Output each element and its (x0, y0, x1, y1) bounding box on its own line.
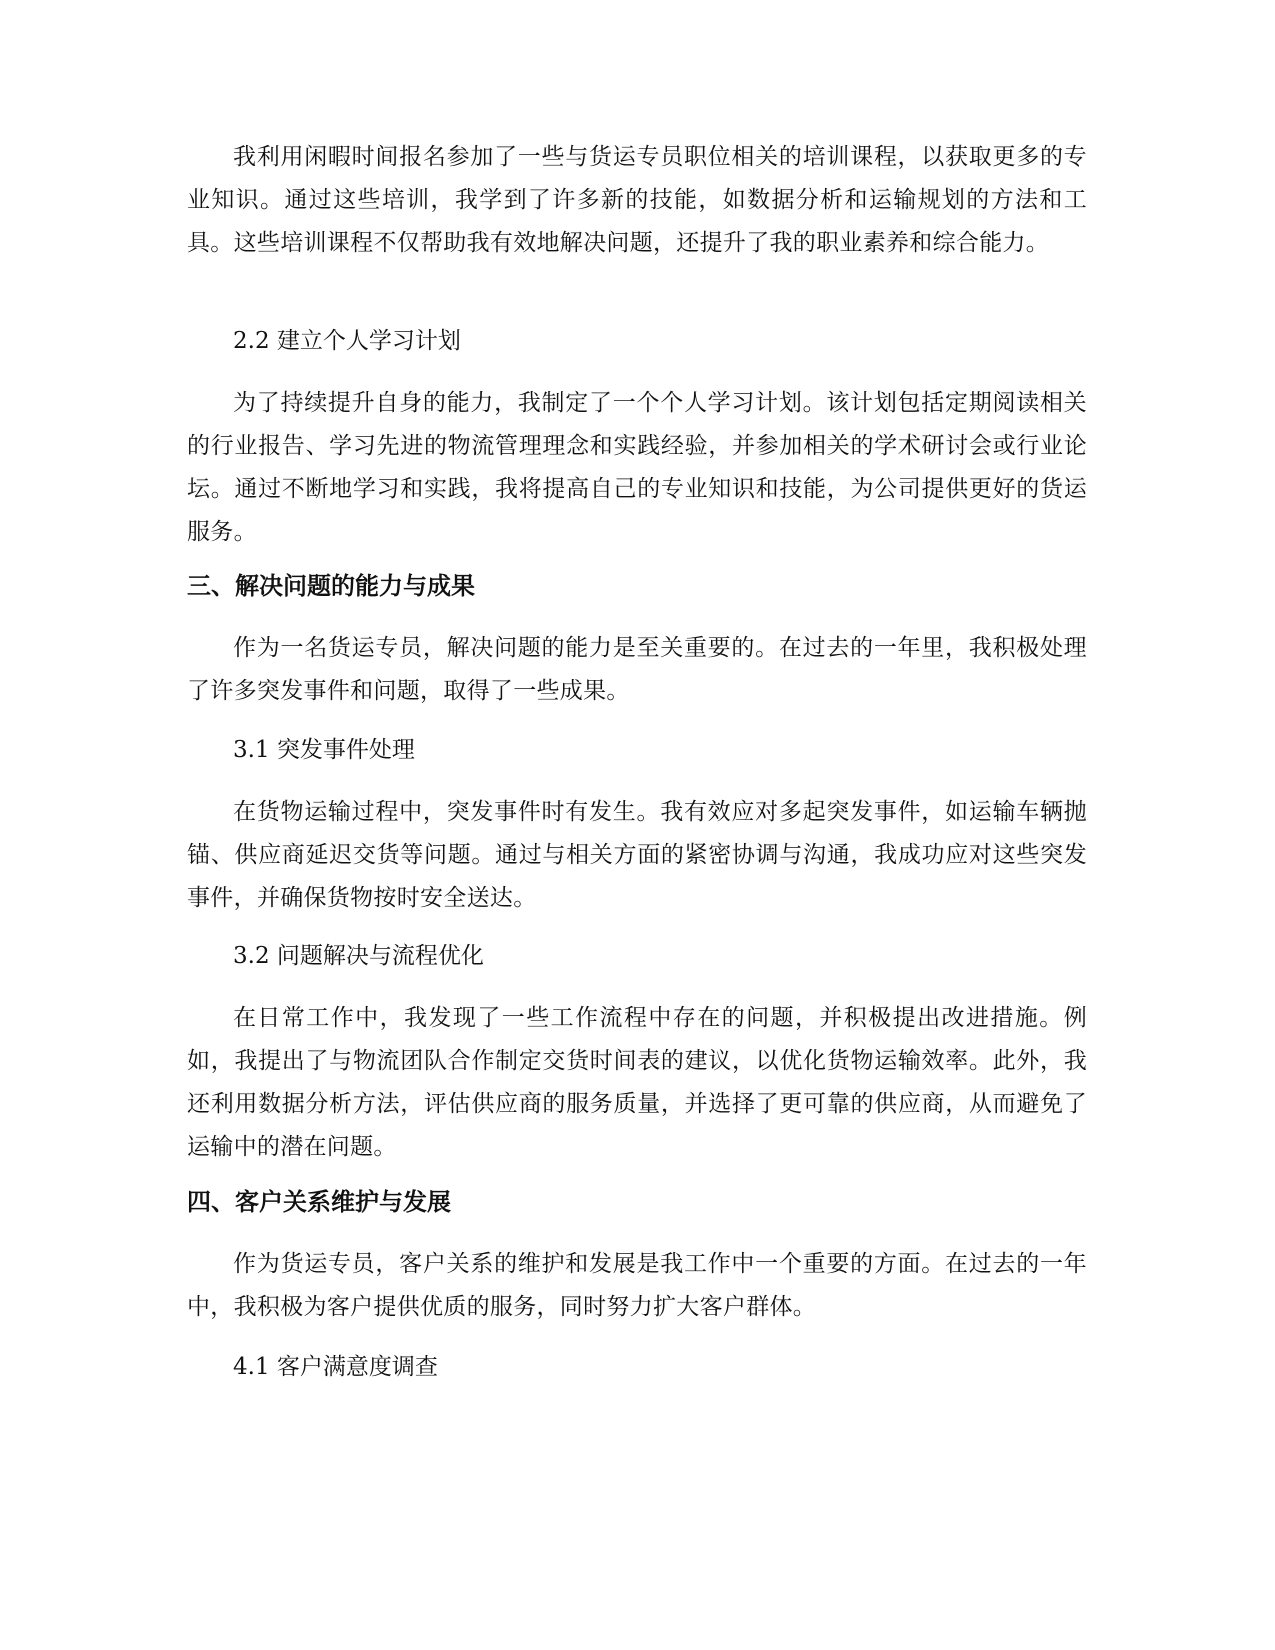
subheading-4-1: 4.1 客户满意度调查 (233, 1354, 438, 1380)
section-heading-3: 三、解决问题的能力与成果 (187, 572, 475, 600)
paragraph-learning-plan: 为了持续提升自身的能力，我制定了一个个人学习计划。该计划包括定期阅读相关的行业报告、学习先进的物流管理理念和实践经验，并参加相关的学术研讨会或行业论坛。通过不断地学习和实践，我将提高自己的专业知识和技能，为公司提供更好的货运服务。 (187, 390, 1087, 545)
paragraph-emergency-handling: 在货物运输过程中，突发事件时有发生。我有效应对多起突发事件，如运输车辆抛锚、供应商延迟交货等问题。通过与相关方面的紧密协调与沟通，我成功应对这些突发事件，并确保货物按时安全送达。 (187, 799, 1087, 911)
subheading-2-2: 2.2 建立个人学习计划 (233, 328, 461, 354)
section-heading-4: 四、客户关系维护与发展 (187, 1188, 451, 1216)
paragraph-process-optimization: 在日常工作中，我发现了一些工作流程中存在的问题，并积极提出改进措施。例如，我提出了与物流团队合作制定交货时间表的建议，以优化货物运输效率。此外，我还利用数据分析方法，评估供应商的服务质量，并选择了更可靠的供应商，从而避免了运输中的潜在问题。 (187, 1005, 1087, 1160)
paragraph-section-3-intro: 作为一名货运专员，解决问题的能力是至关重要的。在过去的一年里，我积极处理了许多突发事件和问题，取得了一些成果。 (187, 635, 1087, 704)
paragraph-training-courses: 我利用闲暇时间报名参加了一些与货运专员职位相关的培训课程，以获取更多的专业知识。通过这些培训，我学到了许多新的技能，如数据分析和运输规划的方法和工具。这些培训课程不仅帮助我有效地解决问题，还提升了我的职业素养和综合能力。 (187, 144, 1087, 256)
paragraph-section-4-intro: 作为货运专员，客户关系的维护和发展是我工作中一个重要的方面。在过去的一年中，我积极为客户提供优质的服务，同时努力扩大客户群体。 (187, 1251, 1087, 1320)
subheading-3-1: 3.1 突发事件处理 (233, 737, 415, 763)
subheading-3-2: 3.2 问题解决与流程优化 (233, 943, 484, 969)
